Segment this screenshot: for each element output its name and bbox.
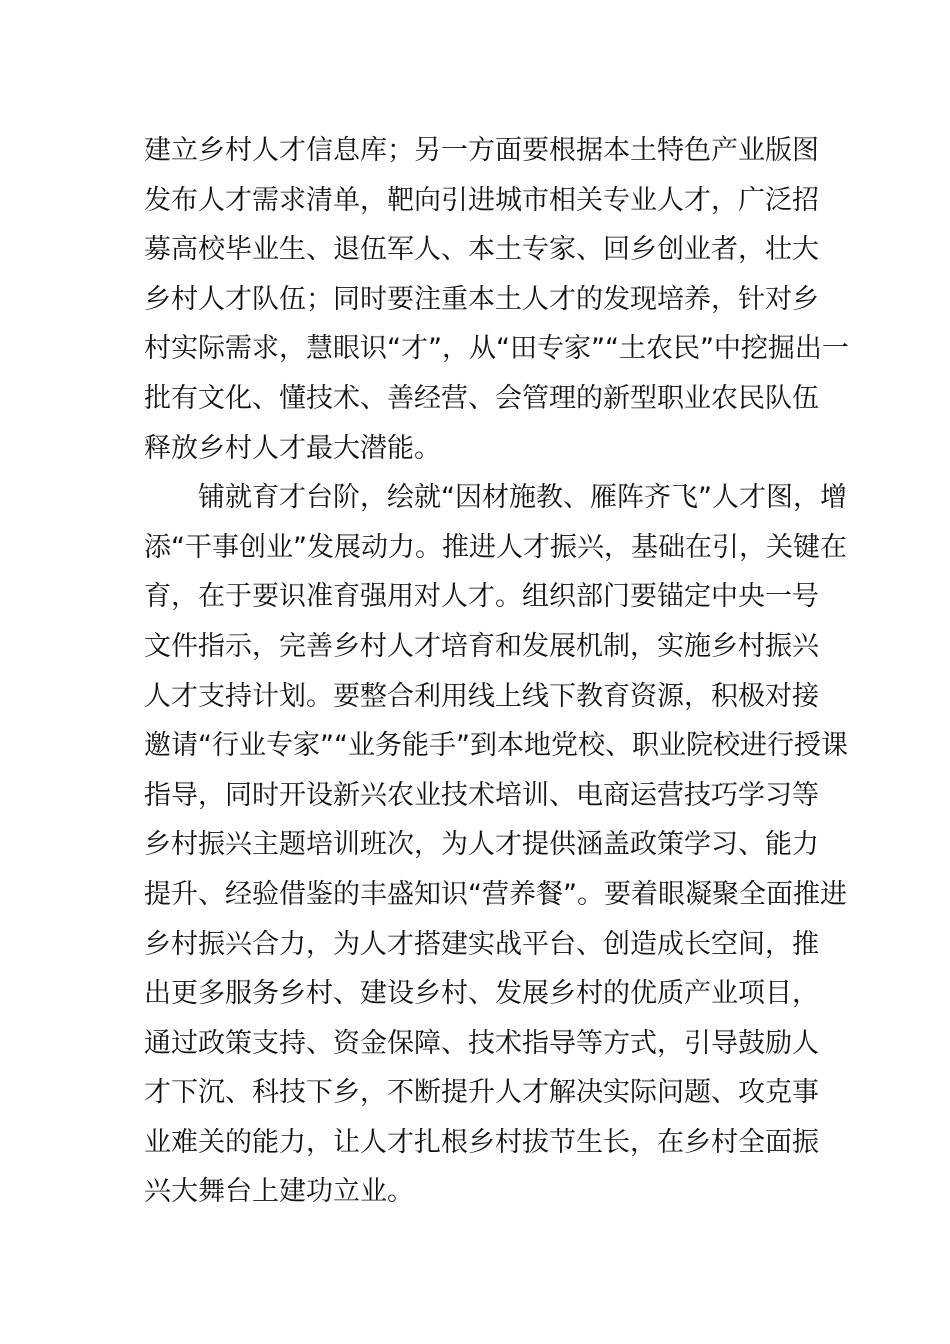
paragraph-1 [144,126,849,473]
paragraph-line: 乡村振兴合力，为人才搭建实战平台、创造成长空间，推 [144,928,819,960]
paragraph-2 [144,473,848,1217]
paragraph-line: 出更多服务乡村、建设乡村、发展乡村的优质产业项目， [144,978,819,1010]
paragraph-line: 铺就育才台阶，绘就“因材施教、雁阵齐飞”人才图，增 [198,482,847,514]
paragraph-line: 建立乡村人才信息库；另一方面要根据本土特色产业版图 [144,135,819,166]
paragraph-line: 乡村振兴主题培训班次，为人才提供涵盖政策学习、能力 [144,829,819,861]
paragraph-line: 乡村人才队伍；同时要注重本土人才的发现培养，针对乡 [144,283,819,315]
paragraph-line: 村实际需求，慧眼识“才”，从“田专家”“土农民”中挖掘出一 [144,333,849,365]
paragraph-line: 业难关的能力，让人才扎根乡村拔节生长，在乡村全面振 [144,1126,819,1158]
paragraph-line: 育，在于要识准育强用对人才。组织部门要锚定中央一号 [144,581,819,613]
paragraph-line: 邀请“行业专家”“业务能手”到本地党校、职业院校进行授课 [144,730,848,762]
paragraph-line: 人才支持计划。要整合利用线上线下教育资源，积极对接 [144,680,819,712]
paragraph-line: 发布人才需求清单，靶向引进城市相关专业人才，广泛招 [144,184,819,216]
paragraph-line: 文件指示，完善乡村人才培育和发展机制，实施乡村振兴 [144,630,819,662]
paragraph-line: 指导，同时开设新兴农业技术培训、电商运营技巧学习等 [144,779,819,811]
paragraph-line: 释放乡村人才最大潜能。 [144,432,441,464]
paragraph-line: 添“干事创业”发展动力。推进人才振兴，基础在引，关键在 [144,531,847,563]
paragraph-line: 提升、经验借鉴的丰盛知识“营养餐”。要着眼凝聚全面推进 [144,878,847,910]
document-body [144,126,849,1217]
paragraph-line: 兴大舞台上建功立业。 [144,1176,414,1208]
paragraph-line: 募高校毕业生、退伍军人、本土专家、回乡创业者，壮大 [144,234,819,266]
paragraph-line: 批有文化、懂技术、善经营、会管理的新型职业农民队伍 [144,382,819,414]
paragraph-line: 才下沉、科技下乡，不断提升人才解决实际问题、攻克事 [144,1077,819,1109]
paragraph-line: 通过政策支持、资金保障、技术指导等方式，引导鼓励人 [144,1027,819,1059]
